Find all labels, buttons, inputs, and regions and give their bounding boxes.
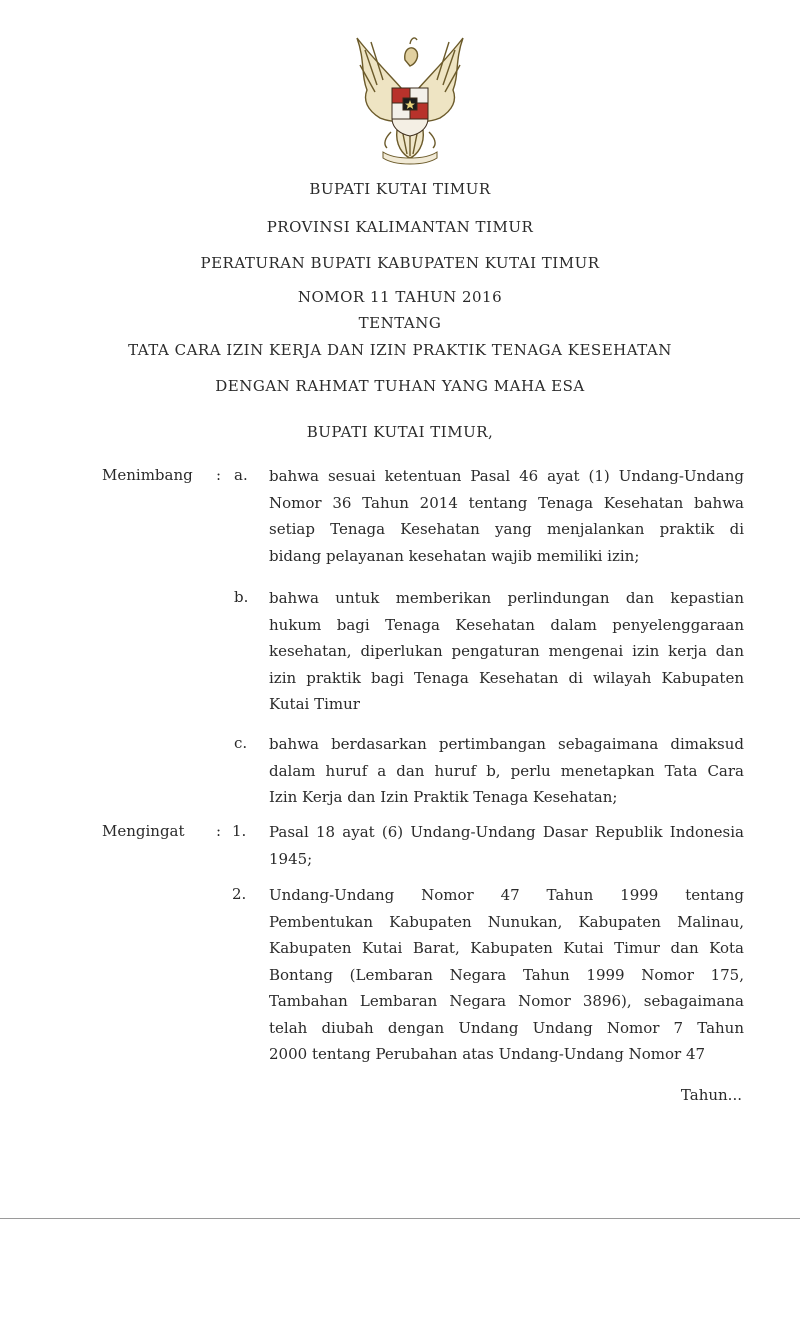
text-line: bahwa berdasarkan pertimbangan sebagaimana dimaksud xyxy=(269,735,744,753)
regulation-number: NOMOR 11 TAHUN 2016 xyxy=(297,288,503,306)
text-line: setiap Tenaga Kesehatan yang menjalankan praktik di xyxy=(269,520,744,538)
mengingat-colon: : xyxy=(216,822,222,840)
text-line: hukum bagi Tenaga Kesehatan dalam penyelenggaraan xyxy=(269,615,744,634)
text-line: bahwa sesuai ketentuan Pasal 46 ayat (1) Undang-Undang xyxy=(269,467,744,485)
page-continuation: Tahun... xyxy=(680,1086,742,1104)
text-line: 2000 tentang Perubahan atas Undang-Undang Nomor 47 xyxy=(269,1045,706,1063)
menimbang-colon: : xyxy=(216,466,222,484)
invocation: DENGAN RAHMAT TUHAN YANG MAHA ESA xyxy=(215,377,585,395)
province-title: PROVINSI KALIMANTAN TIMUR xyxy=(266,218,534,236)
mengingat-1-marker: 1. xyxy=(232,822,247,840)
text-line: bahwa untuk memberikan perlindungan dan kepastian xyxy=(269,589,744,607)
text-line: Undang-Undang Nomor 47 Tahun 1999 tentang xyxy=(269,886,744,904)
text-line: izin praktik bagi Tenaga Kesehatan di wilayah Kabupaten xyxy=(269,668,744,687)
garuda-emblem-icon xyxy=(345,30,475,170)
menimbang-a-marker: a. xyxy=(234,466,248,484)
text-line: Pembentukan Kabupaten Nunukan, Kabupaten Malinau, xyxy=(269,912,744,931)
tentang-heading: TENTANG xyxy=(358,314,442,332)
text-line: kesehatan, diperlukan pengaturan mengenai izin kerja dan xyxy=(269,642,744,660)
menimbang-b-text xyxy=(269,585,744,718)
mengingat-1-text xyxy=(269,819,744,872)
menimbang-c-marker: c. xyxy=(234,734,248,752)
text-line: Kabupaten Kutai Barat, Kabupaten Kutai Timur dan Kota xyxy=(269,939,744,957)
text-line: 1945; xyxy=(269,849,313,868)
text-line: Tambahan Lembaran Negara Nomor 3896), sebagaimana xyxy=(269,992,744,1010)
text-line: Bontang (Lembaran Negara Tahun 1999 Nomor 175, xyxy=(269,965,744,984)
regulation-subject: TATA CARA IZIN KERJA DAN IZIN PRAKTIK TENAGA KESEHATAN xyxy=(128,341,672,359)
menimbang-a-text xyxy=(269,463,744,569)
menimbang-c-text xyxy=(269,731,744,811)
mengingat-2-marker: 2. xyxy=(232,885,247,903)
text-line: bidang pelayanan kesehatan wajib memiliki izin; xyxy=(269,546,640,565)
mengingat-label: Mengingat xyxy=(102,822,185,840)
text-line: telah diubah dengan Undang Undang Nomor 7 Tahun xyxy=(269,1018,744,1037)
text-line: dalam huruf a dan huruf b, perlu menetapkan Tata Cara xyxy=(269,761,744,780)
regulation-title: PERATURAN BUPATI KABUPATEN KUTAI TIMUR xyxy=(200,254,600,272)
text-line: Nomor 36 Tahun 2014 tentang Tenaga Kesehatan bahwa xyxy=(269,493,744,512)
regent-address: BUPATI KUTAI TIMUR, xyxy=(306,423,494,441)
text-line: Pasal 18 ayat (6) Undang-Undang Dasar Republik Indonesia xyxy=(269,823,744,841)
page-bottom-divider xyxy=(0,1218,800,1219)
text-line: Izin Kerja dan Izin Praktik Tenaga Kesehatan; xyxy=(269,788,618,806)
mengingat-2-text xyxy=(269,882,744,1068)
regent-title: BUPATI KUTAI TIMUR xyxy=(309,180,491,198)
menimbang-label: Menimbang xyxy=(102,466,193,484)
text-line: Kutai Timur xyxy=(269,695,360,713)
menimbang-b-marker: b. xyxy=(234,588,249,606)
